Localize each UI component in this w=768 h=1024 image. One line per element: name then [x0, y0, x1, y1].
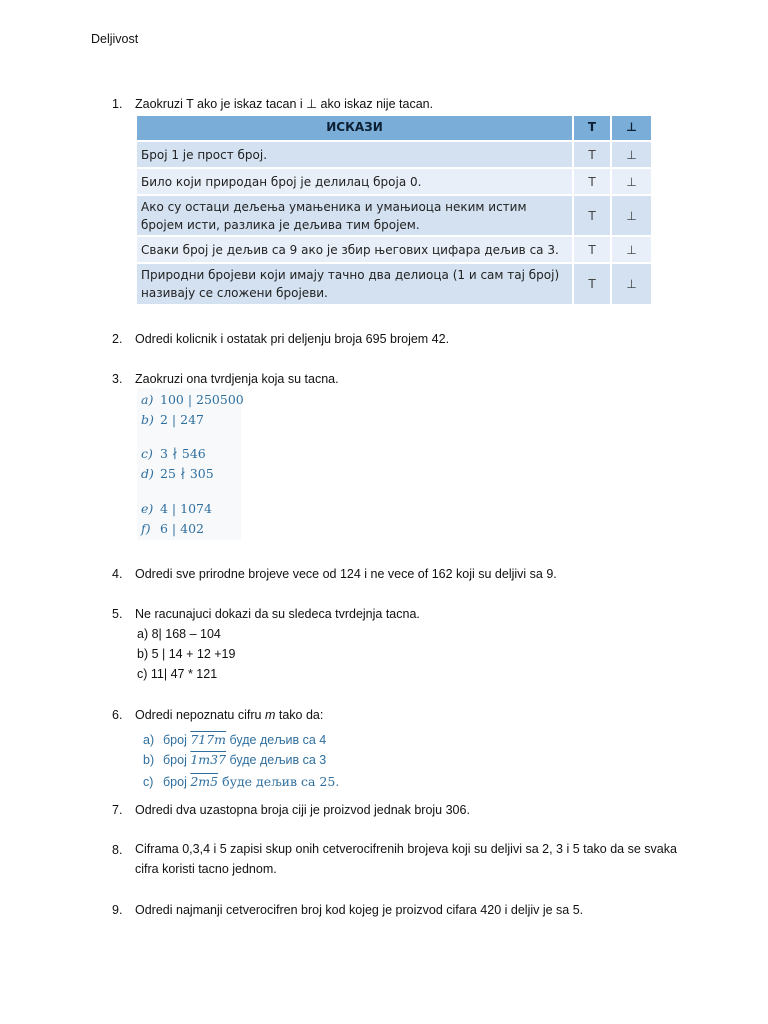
claim-label: d)	[141, 466, 154, 481]
claim-expression: 100 | 250500	[160, 392, 244, 407]
digit-task-suffix: буде дељив са 3	[226, 753, 327, 767]
statements-table	[137, 116, 651, 304]
table-row	[137, 236, 651, 263]
claim-label: b)	[141, 412, 154, 427]
false-mark[interactable]: ⊥	[611, 263, 651, 304]
claim-expression: 3 ∤ 546	[160, 446, 206, 461]
digit-task-suffix: буде дељив са 25.	[218, 774, 340, 789]
task-number: 9.	[112, 903, 123, 917]
claim-label: f)	[141, 521, 151, 536]
task-text: Odredi dva uzastopna broja ciji je proizvod jednak broju 306.	[135, 803, 470, 817]
task-number: 7.	[112, 803, 123, 817]
claim-item[interactable]	[141, 446, 206, 462]
column-header-statements: ИСКАЗИ	[137, 116, 573, 141]
task-text-end: tako da:	[275, 708, 324, 722]
proof-item: c) 11| 47 * 121	[137, 667, 218, 681]
divisibility-claims	[137, 388, 244, 540]
task-number: 2.	[112, 332, 123, 346]
false-mark[interactable]: ⊥	[611, 168, 651, 195]
digit-task-prefix: број	[163, 775, 191, 789]
digit-task-item	[143, 752, 326, 768]
claim-item[interactable]	[141, 392, 244, 408]
task-number: 3.	[112, 372, 123, 386]
task-text: Ciframa 0,3,4 i 5 zapisi skup onih cetverocifrenih brojeva koji su deljivi sa 2, 3 i 5 tako da se svaka cifra koristi tacno jednom.	[135, 842, 677, 876]
task-text: Ne racunajuci dokazi da su sledeca tvrdejnja tacna.	[135, 607, 420, 621]
claim-label: c)	[141, 446, 153, 461]
digit-task-prefix: број	[163, 733, 191, 747]
proof-item: b) 5 | 14 + 12 +19	[137, 647, 236, 661]
claim-item[interactable]	[141, 501, 212, 517]
task-text: Odredi sve prirodne brojeve vece od 124 i ne vece of 162 koji su deljivi sa 9.	[135, 567, 557, 581]
true-mark[interactable]: Т	[573, 263, 611, 304]
digit-task-label: c)	[143, 775, 154, 789]
column-header-true: Т	[573, 116, 611, 141]
table-row	[137, 141, 651, 168]
task-text-start: Odredi nepoznatu cifru	[135, 708, 265, 722]
digit-task-number: 1m37	[190, 752, 227, 767]
claim-item[interactable]	[141, 521, 204, 537]
digit-task-label: b)	[143, 753, 155, 767]
claim-item[interactable]	[141, 412, 204, 428]
statement-text: Природни бројеви који имају тачно два делиоца (1 и сам тај број) називају се сложени бројеви.	[137, 263, 573, 304]
statement-text: Било који природан број је делилац броја 0.	[137, 168, 573, 195]
table-row	[137, 168, 651, 195]
statement-text: Сваки број је дељив са 9 ако је збир његових цифара дељив са 3.	[137, 236, 573, 263]
task-number: 6.	[112, 708, 123, 722]
true-mark[interactable]: Т	[573, 195, 611, 236]
task-number: 4.	[112, 567, 123, 581]
task-variable: m	[264, 708, 276, 722]
table-row	[137, 263, 651, 304]
claim-expression: 6 | 402	[160, 521, 204, 536]
task-number: 5.	[112, 607, 123, 621]
claim-item[interactable]	[141, 466, 214, 482]
true-mark[interactable]: Т	[573, 168, 611, 195]
digit-task-prefix: број	[163, 753, 191, 767]
column-header-false: ⊥	[611, 116, 651, 141]
page-title: Deljivost	[91, 32, 139, 46]
task-text: Zaokruzi ona tvrdjenja koja su tacna.	[135, 372, 339, 386]
task-number: 8.	[112, 843, 123, 857]
statement-text: Ако су остаци дељења умањеника и умањиоца неким истим бројем исти, разлика је дељива тим бројем.	[137, 195, 573, 236]
digit-task-item	[143, 732, 326, 748]
task-text: Odredi najmanji cetverocifren broj kod kojeg je proizvod cifara 420 i deljiv je sa 5.	[135, 903, 584, 917]
table-header-row	[137, 116, 651, 141]
task-text	[135, 707, 323, 723]
task-text: Zaokruzi T ako je iskaz tacan i ⊥ ako iskaz nije tacan.	[135, 97, 434, 111]
digit-task-number: 717m	[190, 732, 227, 747]
true-mark[interactable]: Т	[573, 236, 611, 263]
digit-task-label: a)	[143, 733, 155, 747]
proof-item: a) 8| 168 – 104	[137, 627, 221, 641]
false-mark[interactable]: ⊥	[611, 195, 651, 236]
digit-task-item	[143, 774, 339, 790]
digit-task-suffix: буде дељив са 4	[226, 733, 327, 747]
task-number: 1.	[112, 97, 123, 111]
table-row	[137, 195, 651, 236]
digit-task-number: 2m5	[190, 774, 219, 789]
claim-label: e)	[141, 501, 154, 516]
false-mark[interactable]: ⊥	[611, 141, 651, 168]
task-text: Odredi kolicnik i ostatak pri deljenju broja 695 brojem 42.	[135, 332, 450, 346]
claim-expression: 25 ∤ 305	[160, 466, 214, 481]
claim-expression: 2 | 247	[160, 412, 204, 427]
false-mark[interactable]: ⊥	[611, 236, 651, 263]
statement-text: Број 1 је прост број.	[137, 141, 573, 168]
claim-label: a)	[141, 392, 154, 407]
true-mark[interactable]: Т	[573, 141, 611, 168]
claim-expression: 4 | 1074	[160, 501, 212, 516]
